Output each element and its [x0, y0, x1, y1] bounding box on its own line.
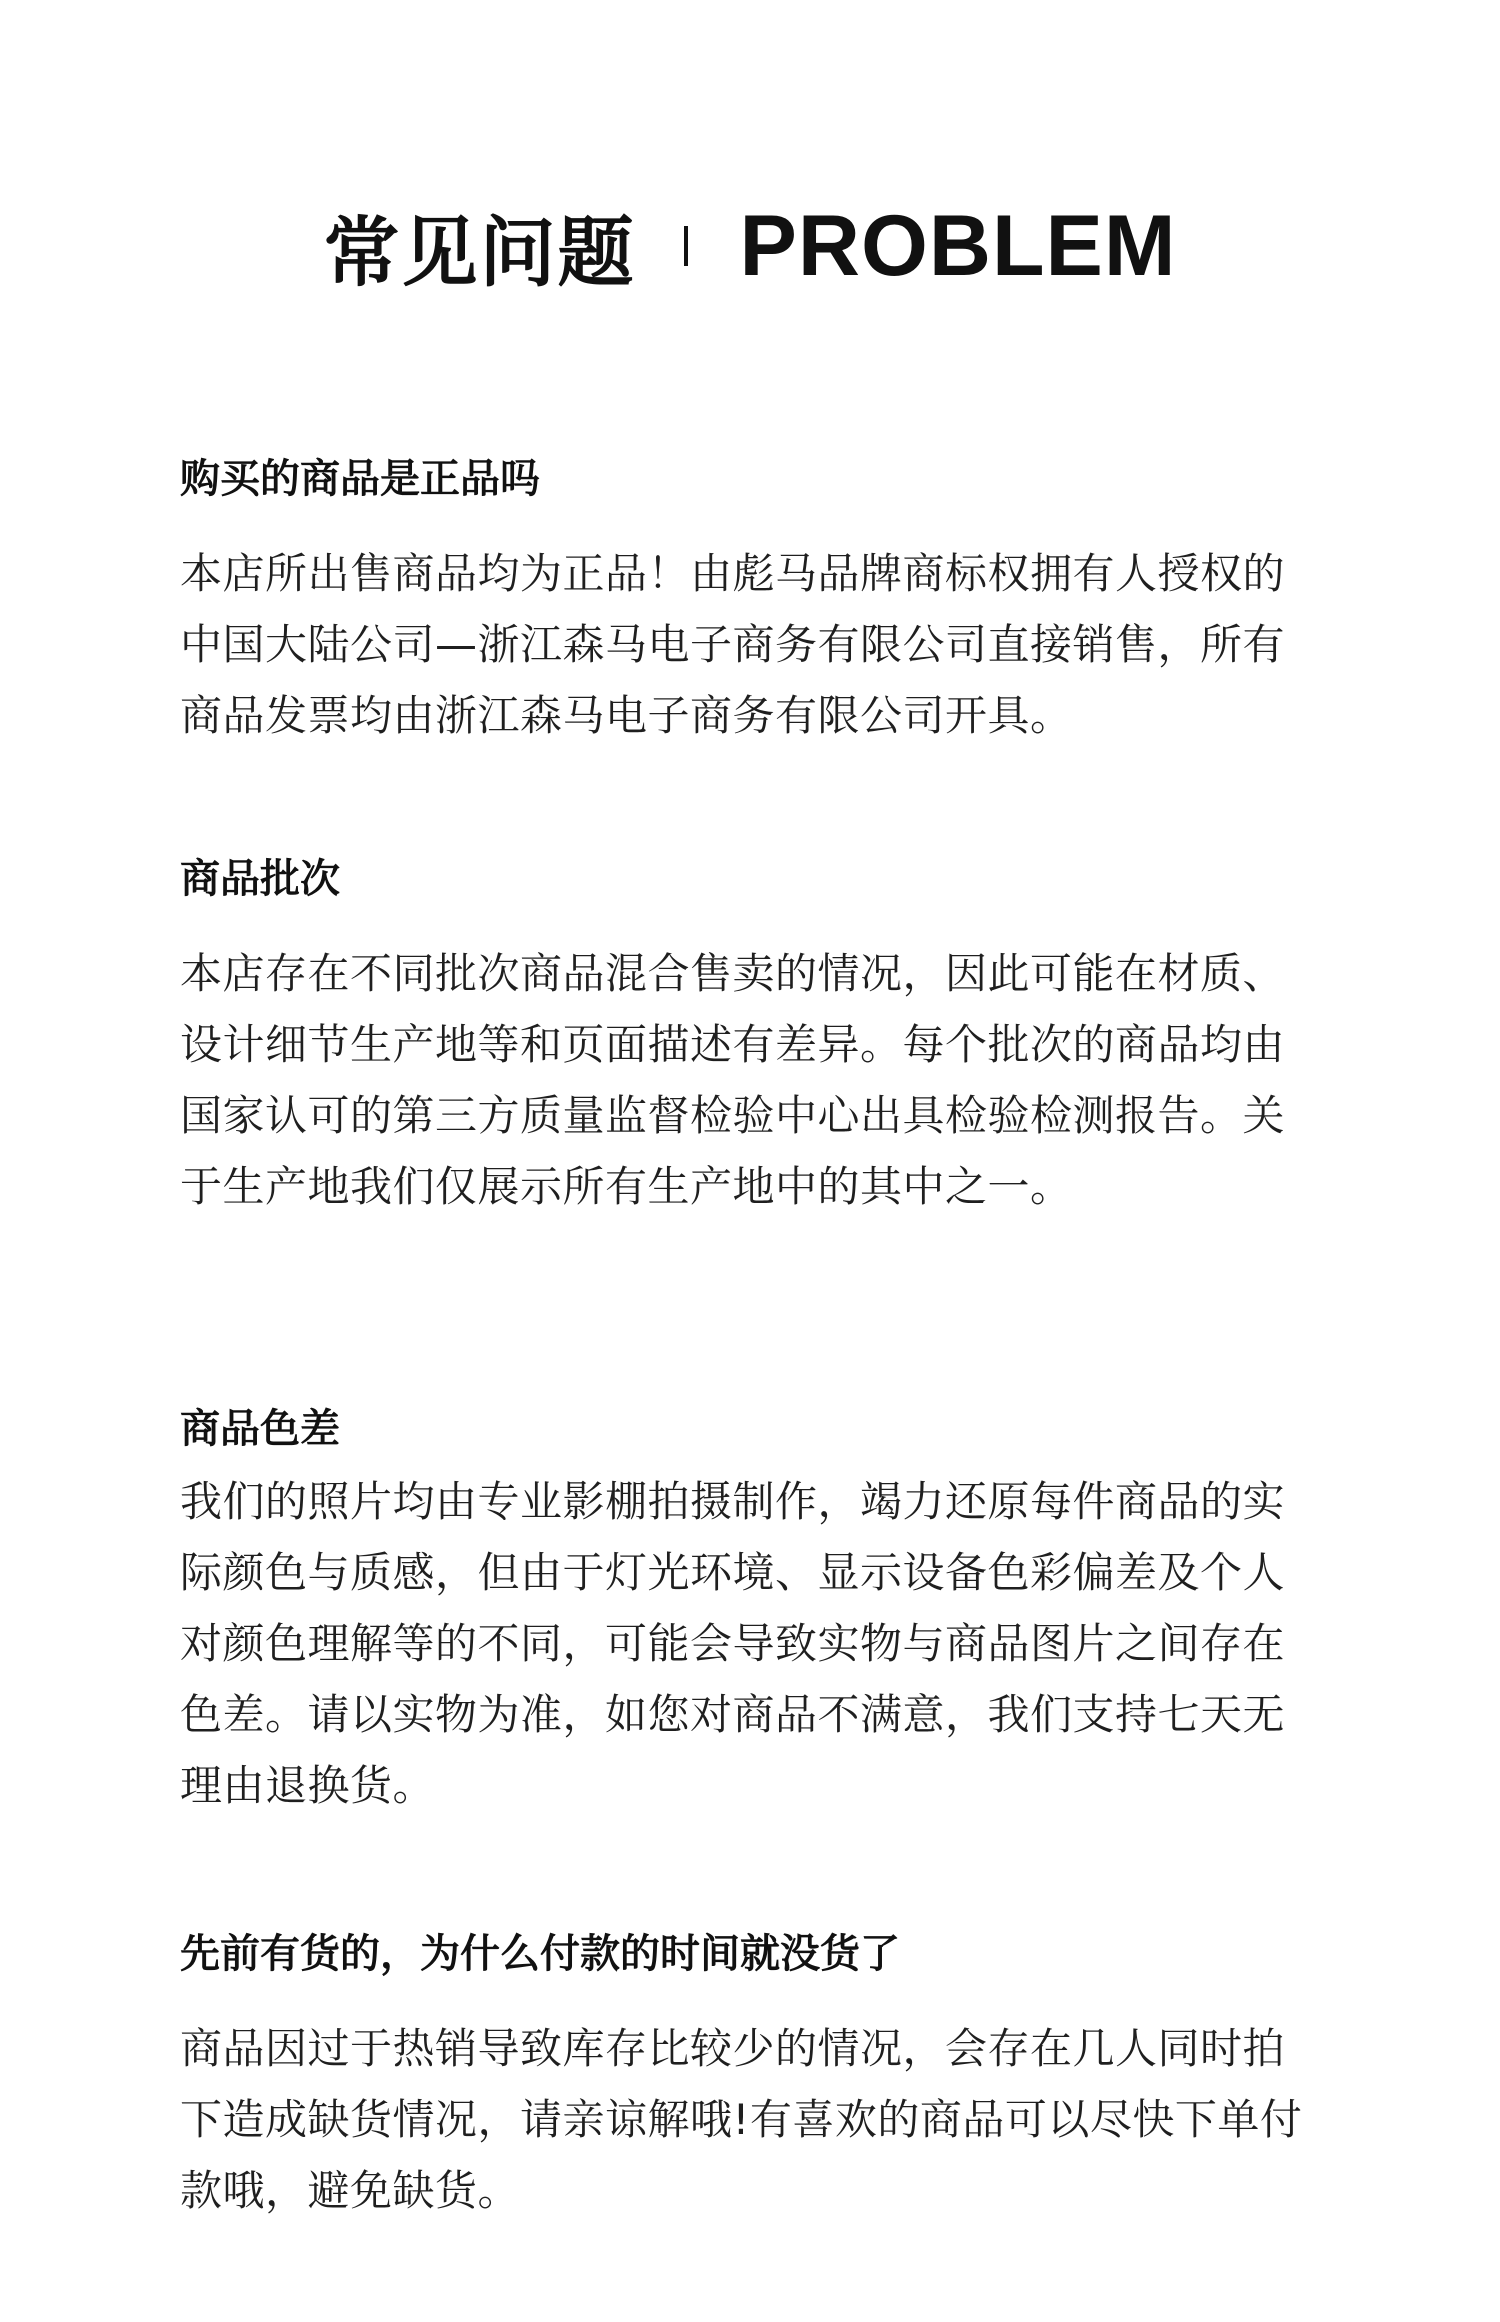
title-divider: [684, 226, 688, 266]
page-header: [0, 196, 1500, 296]
faq-item: [180, 450, 1320, 751]
faq-item: [180, 1925, 1320, 2226]
faq-answer: 本店所出售商品均为正品！由彪马品牌商标权拥有人授权的中国大陆公司—浙江森马电子商务有限公司直接销售，所有商品发票均由浙江森马电子商务有限公司开具。: [180, 549, 1286, 740]
faq-item: [180, 850, 1320, 1222]
faq-answer: 本店存在不同批次商品混合售卖的情况，因此可能在材质、设计细节生产地等和页面描述有差异。每个批次的商品均由国家认可的第三方质量监督检验中心出具检验检测报告。关于生产地我们仅展示所有生产地中的其中之一。: [180, 949, 1286, 1211]
faq-answer: 我们的照片均由专业影棚拍摄制作，竭力还原每件商品的实际颜色与质感，但由于灯光环境、显示设备色彩偏差及个人对颜色理解等的不同，可能会导致实物与商品图片之间存在色差。请以实物为准，如您对商品不满意，我们支持七天无理由退换货。: [180, 1477, 1286, 1810]
page-title-cn: 常见问题: [323, 207, 636, 297]
faq-question: 先前有货的，为什么付款的时间就没货了: [180, 1931, 900, 1977]
faq-item: [180, 1400, 1320, 1821]
faq-answer: 商品因过于热销导致库存比较少的情况，会存在几人同时拍下造成缺货情况，请亲谅解哦!有喜欢的商品可以尽快下单付款哦，避免缺货。: [180, 2024, 1303, 2215]
faq-question: 商品批次: [180, 856, 340, 902]
faq-question: 商品色差: [180, 1406, 340, 1452]
page-title-en: PROBLEM: [739, 197, 1177, 294]
faq-question: 购买的商品是正品吗: [180, 456, 540, 502]
